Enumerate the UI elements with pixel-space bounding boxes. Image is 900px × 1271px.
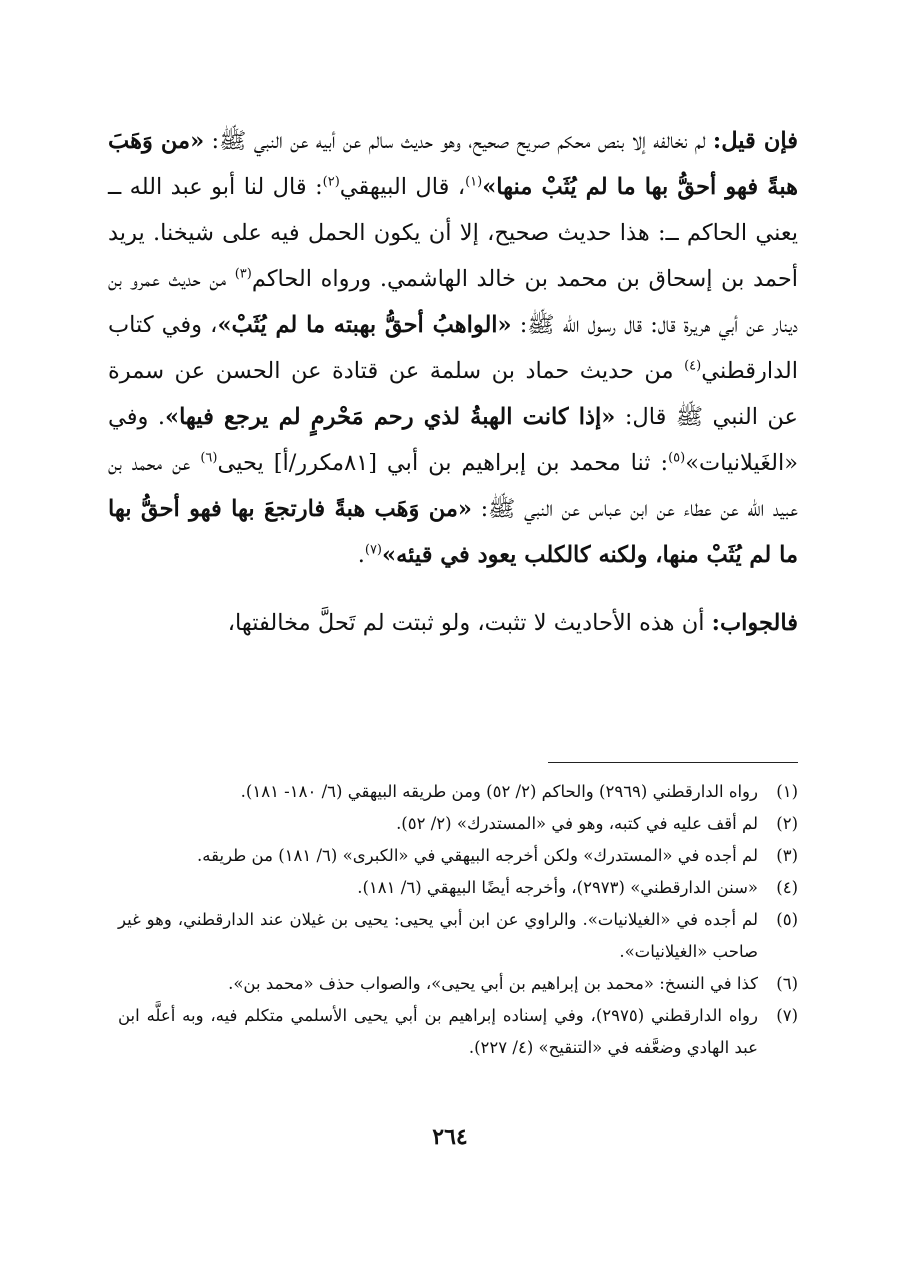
paragraph-objection [108, 118, 798, 578]
footnote-text: لم أقف عليه في كتبه، وهو في «المستدرك» (٢/ ٥٢). [396, 814, 758, 833]
text-segment: . [357, 542, 365, 568]
footnotes-section [118, 776, 798, 1064]
hadith-quote: «من وَهَب هبةً فارتجعَ بها فهو أحقُّ بها ما لم يُثَبْ منها، ولكنه كالكلب يعود في قيئه» [108, 496, 798, 568]
footnote-number: (٧) [776, 1006, 798, 1025]
text-segment: . وفي «الغَيلانيات» [108, 404, 798, 476]
text-segment: أن هذه الأحاديث لا تثبت، ولو ثبتت لم تَحلَّ مخالفتها، [227, 610, 712, 636]
paragraph-answer [108, 600, 798, 646]
footnote-ref: (٣) [234, 266, 252, 282]
footnote-text: رواه الدارقطني (٢٩٦٩) والحاكم (٢/ ٥٢) ومن طريقه البيهقي (٦/ ١٨٠- ١٨١). [240, 782, 758, 801]
footnote-item [118, 1000, 798, 1064]
footnote-number: (٢) [776, 814, 798, 833]
footnote-ref: (٥) [668, 450, 686, 466]
footnote-item [118, 808, 798, 840]
text-segment: ، وفي كتاب الدارقطني [108, 312, 798, 384]
footnote-ref: (٤) [684, 358, 702, 374]
footnote-text: لم أجده في «المستدرك» ولكن أخرجه البيهقي في «الكبرى» (٦/ ١٨١) من طريقه. [197, 846, 758, 865]
text-segment: من حديث حماد بن سلمة عن قتادة عن الحسن عن سمرة عن النبي ﷺ قال: [108, 358, 798, 430]
page-number: ٢٦٤ [432, 1124, 468, 1150]
footnote-separator-line [548, 762, 798, 763]
footnote-number: (٦) [776, 974, 798, 993]
hadith-quote: «إذا كانت الهبةُ لذي رحم مَحْرمٍ لم يرجع فيها» [165, 404, 616, 430]
footnote-item [118, 776, 798, 808]
footnote-text: «سنن الدارقطني» (٢٩٧٣)، وأخرجه أيضًا البيهقي (٦/ ١٨١). [357, 878, 758, 897]
footnote-text: رواه الدارقطني (٢٩٧٥)، وفي إسناده إبراهيم بن أبي يحيى الأسلمي متكلم فيه، وبه أعلَّه ابن عبد الهادي وضعَّفه في «التنقيح» (٤/ ٢٢٧). [118, 1006, 758, 1057]
footnote-number: (٣) [776, 846, 798, 865]
footnote-ref: (٦) [200, 450, 218, 466]
hadith-quote: «الواهبُ أحقُّ بهبته ما لم يُثَبْ» [217, 312, 512, 338]
hadith-quote: «من وَهَبَ هبةً فهو أحقُّ بها ما لم يُثَبْ منها» [108, 128, 798, 200]
footnote-number: (١) [776, 782, 798, 801]
footnote-item [118, 968, 798, 1000]
text-segment: : ثنا محمد بن إبراهيم بن أبي [٨١مكرر/أ] يحيى [217, 450, 669, 476]
text-segment: لم نخالفه إلا بنص محكم صريح صحيح، وهو حديث سالم عن أبيه عن النبي ﷺ: [204, 128, 713, 154]
footnote-ref: (٧) [364, 542, 382, 558]
footnote-number: (٤) [776, 878, 798, 897]
footnote-text: كذا في النسخ: «محمد بن إبراهيم بن أبي يحيى»، والصواب حذف «محمد بن». [228, 974, 758, 993]
footnote-item [118, 904, 798, 968]
text-segment: عن محمد بن عبيد الله عن عطاء عن ابن عباس عن النبي ﷺ: [108, 450, 798, 522]
footnote-ref: (١) [465, 174, 483, 190]
text-segment: : قال لنا أبو عبد الله ــ يعني الحاكم ــ: هذا حديث صحيح، إلا أن يكون الحمل فيه على شيخنا. يريد أحمد بن إسحاق بن محمد بن خالد الهاشمي. ورواه الحاكم [108, 174, 798, 292]
text-segment: من حديث عمرو بن دينار عن أبي هريرة قال: قال رسول الله ﷺ: [108, 266, 799, 338]
text-segment: ، قال البيهقي [339, 174, 466, 200]
main-body-text [108, 118, 798, 646]
answer-lead: فالجواب: [711, 610, 798, 636]
footnote-text: لم أجده في «الغيلانيات». والراوي عن ابن أبي يحيى: يحيى بن غيلان عند الدارقطني، وهو غير صاحب «الغيلانيات». [118, 910, 758, 961]
footnote-number: (٥) [776, 910, 798, 929]
footnote-item [118, 872, 798, 904]
footnote-ref: (٢) [322, 174, 340, 190]
footnote-item [118, 840, 798, 872]
objection-lead: فإن قيل: [712, 128, 798, 154]
